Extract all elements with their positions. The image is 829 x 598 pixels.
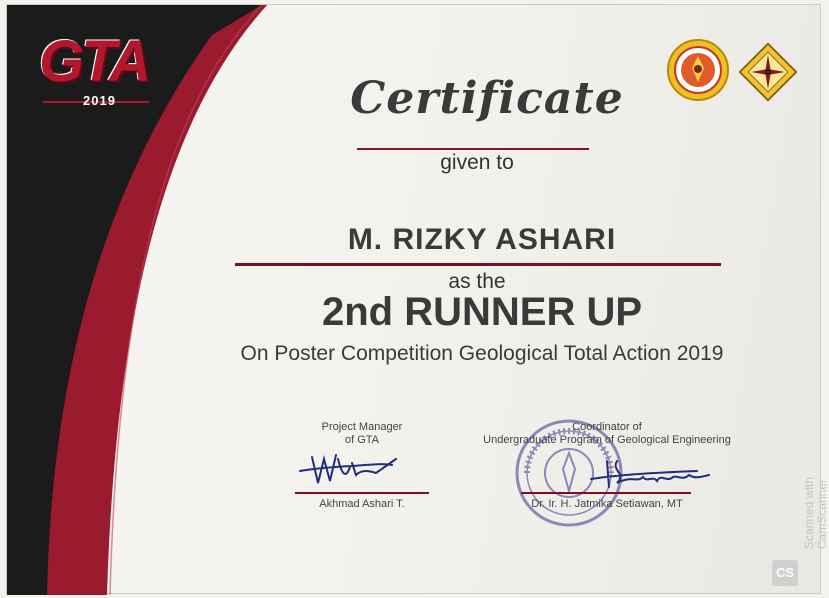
right-signature-line <box>521 492 691 494</box>
occasion-text: On Poster Competition Geological Total Action 2019 <box>240 342 724 365</box>
left-signature-line <box>295 492 429 494</box>
camscanner-badge-icon: CS <box>772 560 798 586</box>
right-title-line2: Undergraduate Program of Geological Engineering <box>483 434 731 446</box>
left-signature-mark <box>292 445 402 489</box>
diamond-compass-emblem-icon <box>737 41 799 103</box>
watermark-line2: CamScanner <box>815 478 829 549</box>
logo-text: GTA <box>39 29 149 94</box>
logo-year: 2019 <box>83 93 116 108</box>
as-the-text: as the <box>448 270 506 293</box>
left-title-line1: Project Manager <box>321 421 403 433</box>
title-underline <box>357 148 589 150</box>
right-signature-mark <box>587 453 717 493</box>
certificate-paper <box>6 4 829 594</box>
given-to-text: given to <box>440 151 514 174</box>
left-title-line2: of GTA <box>344 434 380 446</box>
recipient-name: M. RIZKY ASHARI <box>347 223 617 256</box>
gta-logo <box>37 29 157 119</box>
left-signatory-title <box>292 421 432 447</box>
camscanner-watermark <box>803 477 829 549</box>
certificate-title: Certificate <box>350 73 624 124</box>
right-signatory-title <box>457 421 757 447</box>
watermark-line1: Scanned with <box>802 476 816 549</box>
left-signatory-name: Akhmad Ashari T. <box>319 498 405 510</box>
recipient-underline <box>235 263 721 266</box>
right-signatory-name: Dr. Ir. H. Jatmika Setiawan, MT <box>531 498 683 510</box>
university-seal-icon <box>666 38 730 102</box>
right-title-line1: Coordinator of <box>572 421 642 433</box>
award-title: 2nd RUNNER UP <box>321 290 643 334</box>
